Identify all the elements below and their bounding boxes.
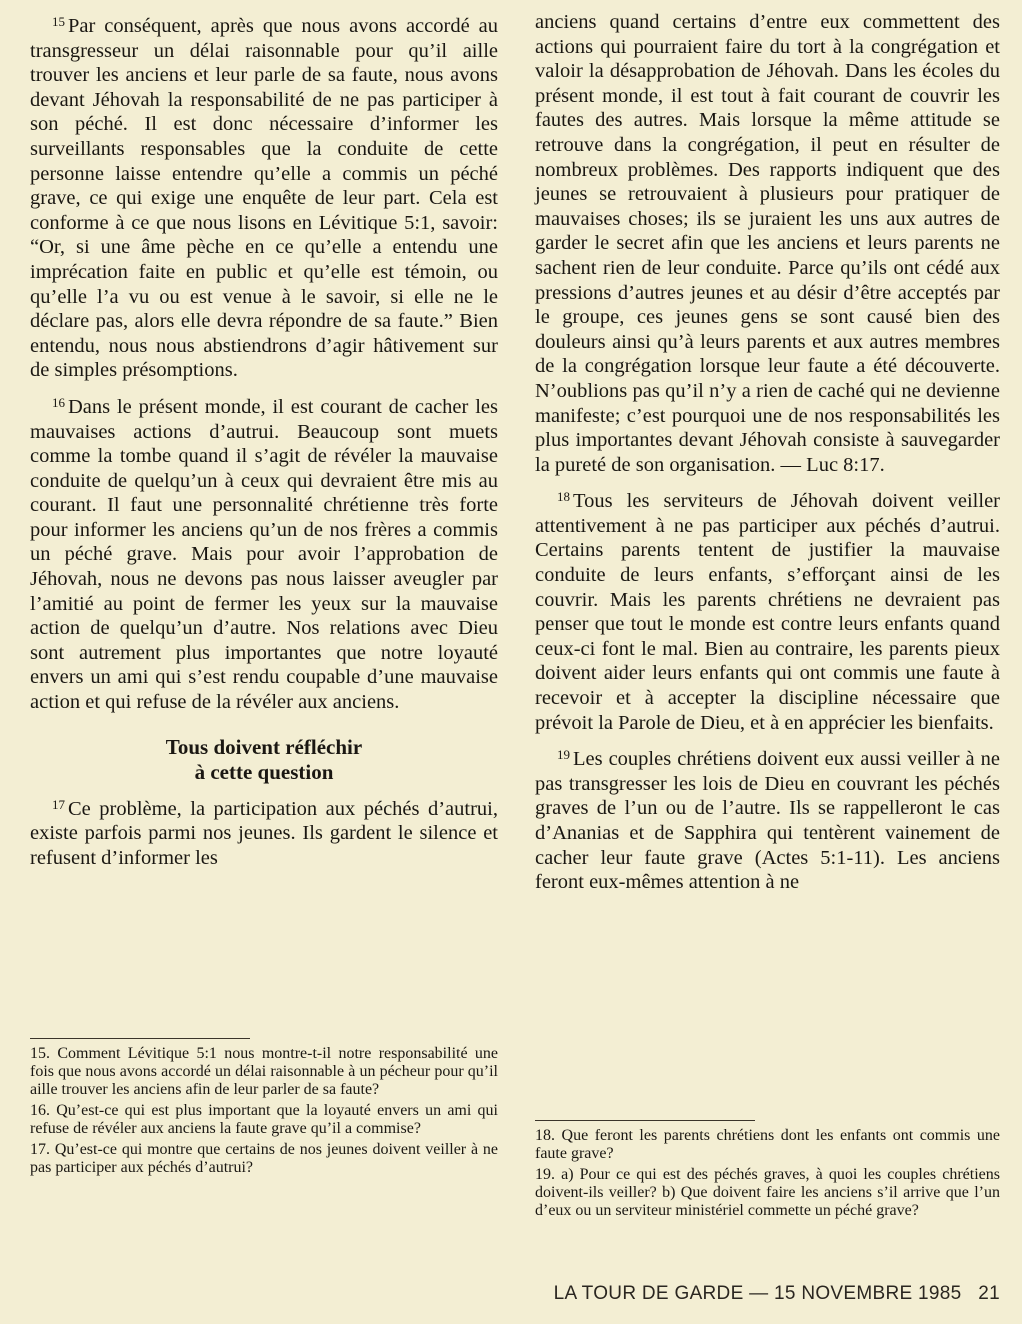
paragraph-text: Les couples chrétiens doivent eux aussi veiller à ne pas transgresser les lois de Dieu en couvrant les péchés graves de l’un ou de l’autre. Ils se rappelleront le cas d’Ananias et de Sapphira qui tentèrent vainement de cacher leur faute grave (Actes 5:1-11). Les anciens feront eux-mêmes attention à ne: [535, 748, 1000, 894]
study-question-16: 16. Qu’est-ce qui est plus important que la loyauté envers un ami qui refuse de révéler aux anciens la faute grave qu’il a commise?: [30, 1102, 498, 1137]
paragraph-number: 17: [52, 796, 65, 812]
paragraph-number: 18: [557, 489, 570, 505]
page-footer: [554, 1283, 1000, 1305]
paragraph-15: [30, 10, 498, 383]
section-subheading: [30, 735, 498, 785]
study-questions-right: [535, 1120, 1000, 1223]
paragraph-17-continued: anciens quand certains d’entre eux commettent des actions qui pourraient faire du tort à la congrégation et valoir la désapprobation de Jéhovah. Dans les écoles du présent monde, il est tout à fait courant de couvrir les fautes des autres. Mais lorsque la même attitude se retrouve dans la congrégation, il peut en résulter de nombreux problèmes. Des rapports indiquent que des jeunes se retrouvaient à plusieurs pour pratiquer de mauvaises choses; ils se juraient les uns aux autres de garder le secret afin que les anciens et leurs parents ne sachent rien de leur conduite. Parce qu’ils ont cédé aux pressions d’autres jeunes et au désir d’être acceptés par le groupe, ces jeunes gens se sont causé bien des douleurs ainsi qu’à leurs parents et aux autres membres de la congrégation lorsque leur faute a été découverte. N’oublions pas qu’il n’y a rien de caché qui ne devienne manifeste; c’est pourquoi une de nos responsabilités les plus importantes devant Jéhovah consiste à sauvegarder la pureté de son organisation. — Luc 8:17.: [535, 11, 1000, 476]
paragraph-number: 19: [557, 747, 570, 763]
study-question-19: 19. a) Pour ce qui est des péchés graves, à quoi les couples chrétiens doivent-ils veiller? b) Que doivent faire les anciens s’il arrive que l’un d’eux ou un serviteur ministériel commette un péché grave?: [535, 1166, 1000, 1219]
subheading-line-2: à cette question: [194, 759, 334, 784]
study-question-17: 17. Qu’est-ce qui montre que certains de nos jeunes doivent veiller à ne pas participer aux péchés d’autrui?: [30, 1141, 498, 1176]
paragraph-text: Dans le présent monde, il est courant de cacher les mauvaises actions d’autrui. Beaucoup sont muets comme la tombe quand il s’agit de révéler la mauvaise conduite de quelqu’un à ceux qui devraient être mis au courant. Il faut une personnalité chrétienne très forte pour informer les anciens qu’un de nos frères a commis un péché grave. Mais pour avoir l’approbation de Jéhovah, nous ne devons pas nous laisser aveugler par l’amitié au point de fermer les yeux sur la mauvaise action de quelqu’un d’autre. Nos relations avec Dieu sont autrement plus importantes que notre loyauté envers un ami qui s’est rendu coupable d’une mauvaise action et qui refuse de la révéler aux anciens.: [30, 395, 498, 714]
paragraph-16: [30, 391, 498, 715]
paragraph-18: [535, 485, 1000, 735]
subheading-line-1: Tous doivent réfléchir: [165, 734, 363, 759]
footnote-divider: [535, 1120, 755, 1121]
right-column: [535, 10, 1000, 903]
paragraph-text: Tous les serviteurs de Jéhovah doivent veiller attentivement à ne pas participer aux péchés d’autrui. Certains parents tentent de justifier la mauvaise conduite de leurs enfants, s’efforçant ainsi de les couvrir. Mais les parents chrétiens ne devraient pas penser que tout le monde est contre leurs enfants quand ceux-ci font le mal. Bien au contraire, les parents pieux doivent aider leurs enfants qui ont commis une faute à recevoir et à accepter la discipline nécessaire que prévoit la Parole de Dieu, et à en apprécier les bienfaits.: [535, 490, 1000, 734]
study-questions-left: [30, 1038, 498, 1180]
study-question-15: 15. Comment Lévitique 5:1 nous montre-t-il notre responsabilité une fois que nous avons accordé un délai raisonnable à un pécheur pour qu’il aille trouver les anciens afin de leur parler de sa faute?: [30, 1045, 498, 1098]
page-number: 21: [978, 1283, 1000, 1304]
study-question-18: 18. Que feront les parents chrétiens dont les enfants ont commis une faute grave?: [535, 1127, 1000, 1162]
paragraph-number: 15: [52, 14, 65, 29]
left-column: [30, 10, 498, 878]
publication-line: LA TOUR DE GARDE — 15 NOVEMBRE 1985: [553, 1283, 962, 1304]
paragraph-19: [535, 743, 1000, 895]
paragraph-text: Par conséquent, après que nous avons accordé au transgresseur un délai raisonnable pour qu’il aille trouver les anciens et leur parle de sa faute, nous avons devant Jéhovah la responsabilité de ne pas participer à son péché. Il est donc nécessaire d’informer les surveillants responsables que la conduite de cette personne laisse entendre qu’elle a commis un péché grave, ce qui exige une enquête de leur part. Cela est conforme à ce que nous lisons en Lévitique 5:1, savoir: “Or, si une âme pèche en ce qu’elle a entendu une imprécation faite en public et qu’elle est témoin, ou qu’elle l’a vu ou est venue à le savoir, si elle ne le déclare pas, alors elle devra répondre de sa faute.” Bien entendu, nous nous abstiendrons d’agir hâtivement sur de simples présomptions.: [30, 15, 498, 382]
paragraph-17: [30, 793, 498, 871]
paragraph-text: Ce problème, la participation aux péchés d’autrui, existe parfois parmi nos jeunes. Ils gardent le silence et refusent d’informer les: [30, 797, 498, 869]
footnote-divider: [30, 1038, 250, 1039]
paragraph-number: 16: [52, 394, 65, 410]
